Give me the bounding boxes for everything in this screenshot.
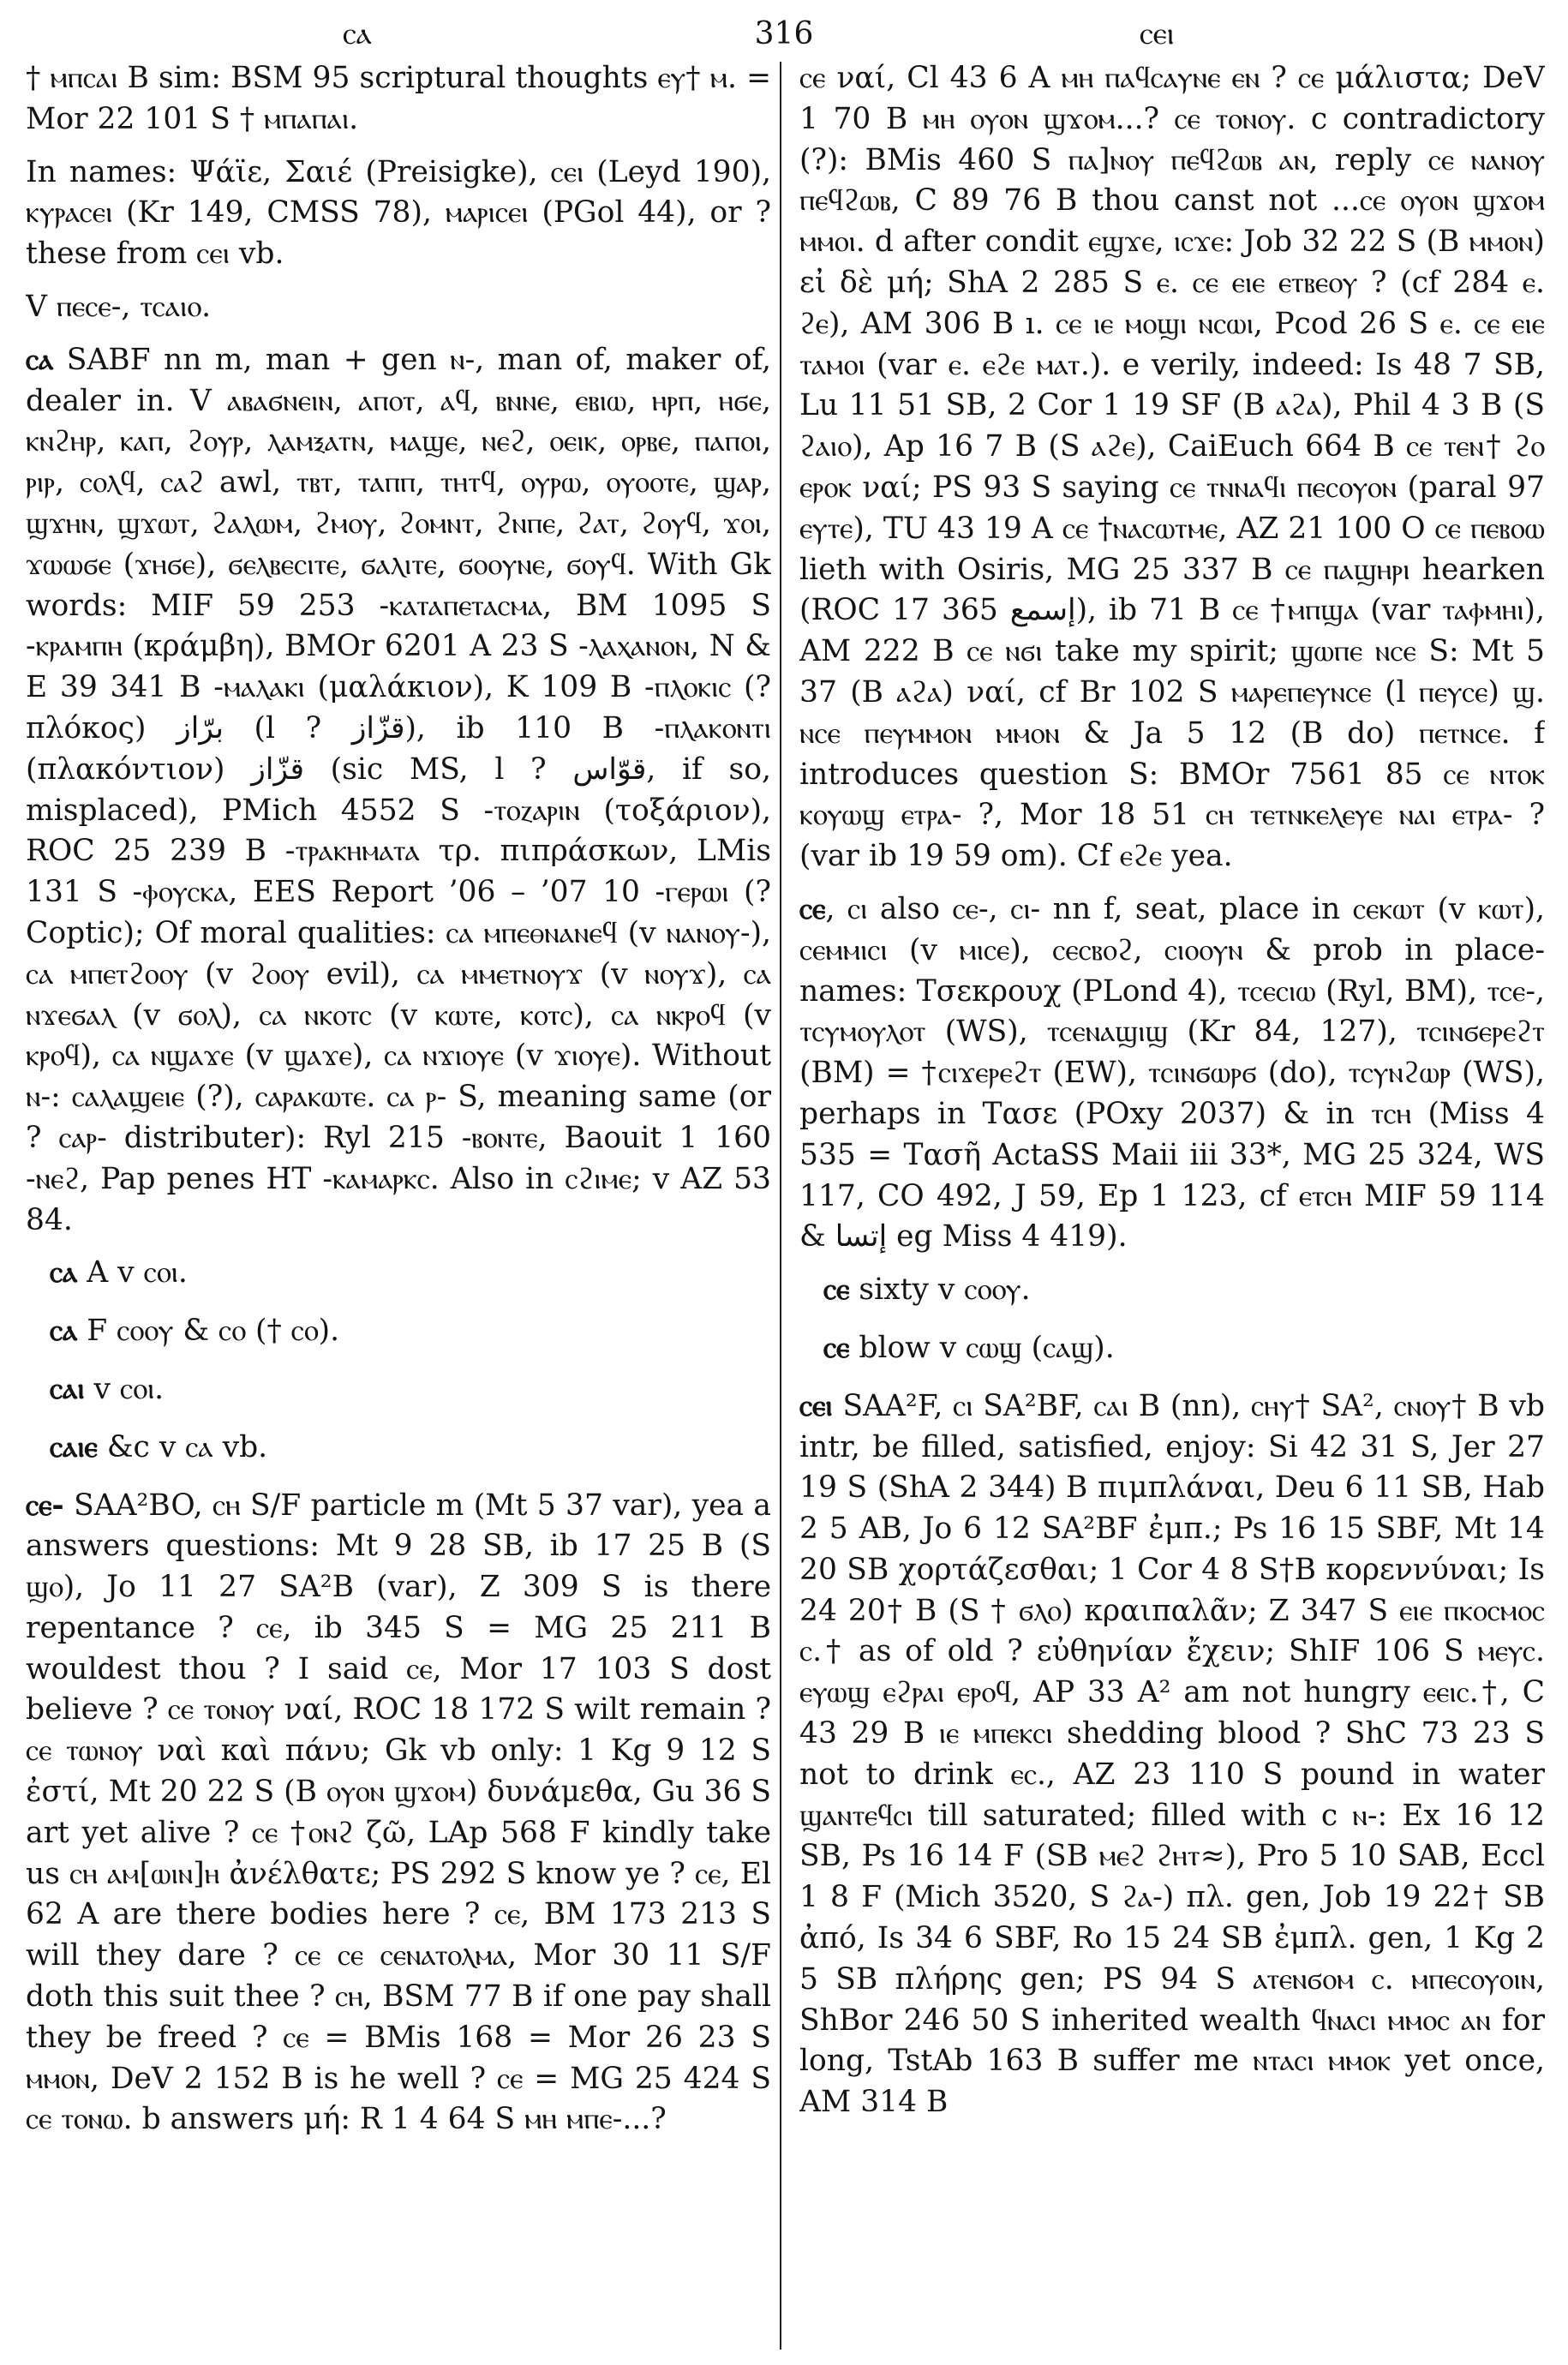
entry-text: v ⲥⲟⲓ. [84,1371,165,1406]
entry-headword: ⲥⲉ- [26,1488,64,1523]
dictionary-entry [26,1253,771,1294]
entry-text: SAA²F, ⲥⲓ SA²BF, ⲥⲁⲓ B (nn), ⲥⲏⲩ† SA², ⲥⲛⲟⲩ† B vb intr, be filled, satisfied, enjoy: Si 42 31 S, Jer 27 19 S (ShA 2 344) B πιμπλάναι, Deu 6 11 SB, Hab 2 5 AB, Jo 6 12 SA²BF ἐμπ.; Ps 16 15 SBF, Mt 14 20 SB χορτάζεσθαι; 1 Cor 4 8 S†B κορεννύναι; Is 24 20† B (S † ϭⲗⲟ) κραιπαλᾶν; Z 347 S ⲉⲓⲉ ⲡⲕⲟⲥⲙⲟⲥ ⲥ.† as of old ? εὐθηνίαν ἔχειν; ShIF 106 S ⲙⲉⲩⲥ. ⲉⲩⲱϣ ⲉϩⲣⲁⲓ ⲉⲣⲟϥ, AP 33 A² am not hungry ⲉⲉⲓⲥ.†, C 43 29 B ⲓⲉ ⲙⲡⲉⲕⲥⲓ shedding blood ? ShC 73 23 S not to drink ⲉⲥ., AZ 23 110 S pound in water ϣⲁⲛⲧⲉϥⲥⲓ till saturated; filled with c ⲛ-: Ex 16 12 SB, Ps 16 14 F (SB ⲙⲉϩ ϩⲏⲧ≈), Pro 5 10 SAB, Eccl 1 8 F (Mich 3520, S ϩⲁ-) πλ. gen, Job 19 22† SB ἀπό, Is 34 6 SBF, Ro 15 24 SB ἐμπλ. gen, 1 Kg 2 5 SB πλήρης gen; PS 94 S ⲁⲧⲉⲛϭⲟⲙ ⲥ. ⲙⲡⲉⲥⲟⲩⲟⲓⲛ, ShBor 246 50 S inherited wealth ϥⲛⲁⲥⲓ ⲙⲙⲟⲥ ⲁⲛ for long, TstAb 163 B suffer me ⲛⲧⲁⲥⲓ ⲙⲙⲟⲕ yet once, AM 314 B [799,1388,1545,2120]
entry-text: SABF nn m, man + gen ⲛ-, man of, maker of, dealer in. V ⲁⲃⲁϭⲛⲉⲓⲛ, ⲁⲡⲟⲧ, ⲁϥ, ⲃⲛⲛⲉ, ⲉⲃⲓⲱ, ⲏⲣⲡ, ⲏϭⲉ, ⲕⲛϩⲏⲣ, ⲕⲁⲡ, ϩⲟⲩⲣ, ⲗⲁⲙⲝⲁⲧⲛ, ⲙⲁϣⲉ, ⲛⲉϩ, ⲟⲉⲓⲕ, ⲟⲣⲃⲉ, ⲡⲁⲡⲟⲓ, ⲣⲓⲣ, ⲥⲟⲗϥ, ⲥⲁϩ awl, ⲧⲃⲧ, ⲧⲁⲡⲡ, ⲧⲏⲧϥ, ⲟⲩⲣⲱ, ⲟⲩⲟⲟⲧⲉ, ϣⲁⲣ, ϣϫⲏⲛ, ϣϫⲱⲧ, ϩⲁⲗⲱⲙ, ϩⲙⲟⲩ, ϩⲟⲙⲛⲧ, ϩⲛⲡⲉ, ϩⲁⲧ, ϩⲟⲩϥ, ϫⲟⲓ, ϫⲱⲱϭⲉ (ϫⲏϭⲉ), ϭⲉⲗⲃⲉⲥⲓⲧⲉ, ϭⲁⲗⲓⲧⲉ, ϭⲟⲟⲩⲛⲉ, ϭⲟⲩϥ. With Gk words: MIF 59 253 -ⲕⲁⲧⲁⲡⲉⲧⲁⲥⲙⲁ, BM 1095 S -ⲕⲣⲁⲙⲡⲏ (κράμβη), BMOr 6201 A 23 S -ⲗⲁⲭⲁⲛⲟⲛ, N & E 39 341 B -ⲙⲁⲗⲁⲕⲓ (μαλάκιον), K 109 B -ⲡⲗⲟⲕⲓⲥ (? πλόκος) برّاز (l ? قزّاز), ib 110 B -ⲡⲗⲁⲕⲟⲛⲧⲓ (πλακόντιον) قزّاز (sic MS, l ? قوّاس, if so, misplaced), PMich 4552 S -ⲧⲟⲍⲁⲣⲓⲛ (τοξάριον), ROC 25 239 B -ⲧⲣⲁⲕⲏⲙⲁⲧⲁ τρ. πιπράσκων, LMis 131 S -ⲫⲟⲩⲥⲕⲁ, EES Report ’06 – ’07 10 -ⲅⲉⲣⲱⲓ (? Coptic); Of moral qualities: ⲥⲁ ⲙⲡⲉⲑⲛⲁⲛⲉϥ (v ⲛⲁⲛⲟⲩ-), ⲥⲁ ⲙⲡⲉⲧϩⲟⲟⲩ (v ϩⲟⲟⲩ evil), ⲥⲁ ⲙⲙⲉⲧⲛⲟⲩϫ (v ⲛⲟⲩϫ), ⲥⲁ ⲛϫⲉϭⲁⲗ (v ϭⲟⲗ), ⲥⲁ ⲛⲕⲟⲧⲥ (v ⲕⲱⲧⲉ, ⲕⲟⲧⲥ), ⲥⲁ ⲛⲕⲣⲟϥ (v ⲕⲣⲟϥ), ⲥⲁ ⲛϣⲁϫⲉ (v ϣⲁϫⲉ), ⲥⲁ ⲛϫⲓⲟⲩⲉ (v ϫⲓⲟⲩⲉ). Without ⲛ-: ⲥⲁⲗⲁϣⲉⲓⲉ (?), ⲥⲁⲣⲁⲕⲱⲧⲉ. ⲥⲁ ⲣ- S, meaning same (or ? ⲥⲁⲣ- distributer): Ryl 215 -ⲃⲟⲛⲧⲉ, Baouit 1 160 -ⲛⲉϩ, Pap penes HT -ⲕⲁⲙⲁⲣⲕⲥ. Also in ⲥϩⲓⲙⲉ; v AZ 53 84. [26,342,771,1237]
header-left-headword: ⲥⲁ [343,16,372,51]
right-column [799,58,1545,2355]
dictionary-entry [26,153,771,275]
dictionary-entry [799,889,1545,1258]
entry-text: † ⲙⲡⲥⲁⲓ B sim: BSM 95 scriptural thoughts ⲉⲩ† ⲙ. = Mor 22 101 S † ⲙⲡⲁⲡⲁⲓ. [26,61,771,136]
dictionary-entry [26,340,771,1242]
dictionary-entry [799,1328,1545,1369]
entry-headword: ⲥⲁ [50,1255,78,1290]
entry-text: sixty v ⲥⲟⲟⲩ. [849,1272,1031,1308]
dictionary-entry [799,1386,1545,2123]
entry-text: blow v ⲥⲱϣ (ⲥⲁϣ). [849,1330,1115,1365]
entry-headword: ⲥⲁ [50,1314,78,1349]
entry-text: SAA²BO, ⲥⲏ S/F particle m (Mt 5 37 var), yea a answers questions: Mt 9 28 SB, ib 17 25 B (S ϣⲟ), Jo 11 27 SA²B (var), Z 309 S is there repentance ? ⲥⲉ, ib 345 S = MG 25 211 B wouldest thou ? I said ⲥⲉ, Mor 17 103 S dost believe ? ⲥⲉ ⲧⲟⲛⲟⲩ ναί, ROC 18 172 S wilt remain ? ⲥⲉ ⲧⲱⲛⲟⲩ ναὶ καὶ πάνυ; Gk vb only: 1 Kg 9 12 S ἐστί, Mt 20 22 S (B ⲟⲩⲟⲛ ϣϫⲟⲙ) δυνάμεθα, Gu 36 S art yet alive ? ⲥⲉ †ⲟⲛϩ ζῶ, LAp 568 F kindly take us ⲥⲏ ⲁⲙ[ⲱⲓⲛ]ⲏ ἀνέλθατε; PS 292 S know ye ? ⲥⲉ, El 62 A are there bodies here ? ⲥⲉ, BM 173 213 S will they dare ? ⲥⲉ ⲥⲉ ⲥⲉⲛⲁⲧⲟⲗⲙⲁ, Mor 30 11 S/F doth this suit thee ? ⲥⲏ, BSM 77 B if one pay shall they be freed ? ⲥⲉ = BMis 168 = Mor 26 23 S ⲙⲙⲟⲛ, DeV 2 152 B is he well ? ⲥⲉ = MG 25 424 S ⲥⲉ ⲧⲟⲛⲱ. b answers μή: R 1 4 64 S ⲙⲏ ⲙⲡⲉ-...? [26,1488,771,2137]
entry-text: ⲥⲉ ναί, Cl 43 6 A ⲙⲏ ⲡⲁϥⲥⲁⲩⲛⲉ ⲉⲛ ? ⲥⲉ μάλιστα; DeV 1 70 B ⲙⲏ ⲟⲩⲟⲛ ϣϫⲟⲙ...? ⲥⲉ ⲧⲟⲛⲟⲩ. c contradictory (?): BMis 460 S ⲡⲁ]ⲛⲟⲩ ⲡⲉϥϩⲱⲃ ⲁⲛ, reply ⲥⲉ ⲛⲁⲛⲟⲩ ⲡⲉϥϩⲱⲃ, C 89 76 B thou canst not ...ⲥⲉ ⲟⲩⲟⲛ ϣϫⲟⲙ ⲙⲙⲟⲓ. d after condit ⲉϣϫⲉ, ⲓⲥϫⲉ: Job 32 22 S (B ⲙⲙⲟⲛ) εἰ δὲ μή; ShA 2 285 S ⲉ. ⲥⲉ ⲉⲓⲉ ⲉⲧⲃⲉⲟⲩ ? (cf 284 ⲉ. ϩⲉ), AM 306 B ı. ⲥⲉ ⲓⲉ ⲙⲟϣⲓ ⲛⲥⲱⲓ, Pcod 26 S ⲉ. ⲥⲉ ⲉⲓⲉ ⲧⲁⲙⲟⲓ (var ⲉ. ⲉϩⲉ ⲙⲁⲧ.). e verily, indeed: Is 48 7 SB, Lu 11 51 SB, 2 Cor 1 19 SF (B ⲁϩⲁ), Phil 4 3 B (S ϩⲁⲓⲟ), Ap 16 7 B (S ⲁϩⲉ), CaiEuch 664 B ⲥⲉ ⲧⲉⲛ† ϩⲟ ⲉⲣⲟⲕ ναί; PS 93 S saying ⲥⲉ ⲧⲛⲛⲁϥⲓ ⲡⲉⲥⲟⲩⲟⲛ (paral 97 ⲉⲩⲧⲉ), TU 43 19 A ⲥⲉ †ⲛⲁⲥⲱⲧⲙⲉ, AZ 21 100 O ⲥⲉ ⲡⲉⲃⲟⲱ lieth with Osiris, MG 25 337 B ⲥⲉ ⲡⲁϣⲏⲣⲓ hearken (ROC 17 365 إسمع), ib 71 B ⲥⲉ †ⲙⲡϣⲁ (var ⲧⲁⲫⲙⲏⲓ), AM 222 B ⲥⲉ ⲛϭⲓ take my spirit; ϣⲱⲡⲉ ⲛⲥⲉ S: Mt 5 37 (B ⲁϩⲁ) ναί, cf Br 102 S ⲙⲁⲣⲉⲡⲉⲩⲛⲥⲉ (l ⲡⲉⲩⲥⲉ) ϣ. ⲛⲥⲉ ⲡⲉⲩⲙⲙⲟⲛ ⲙⲙⲟⲛ & Ja 5 12 (B do) ⲡⲉⲧⲛⲥⲉ. f introduces question S: BMOr 7561 85 ⲥⲉ ⲛⲧⲟⲕ ⲕⲟⲩⲱϣ ⲉⲧⲣⲁ- ?, Mor 18 51 ⲥⲏ ⲧⲉⲧⲛⲕⲉⲗⲉⲩⲉ ⲛⲁⲓ ⲉⲧⲣⲁ- ? (var ib 19 59 om). Cf ⲉϩⲉ yea. [799,61,1545,874]
entry-headword: ⲥⲁⲓⲉ [50,1429,98,1464]
entry-text: F ⲥⲟⲟⲩ & ⲥⲟ († ⲥⲟ). [77,1314,340,1349]
dictionary-entry [26,1428,771,1469]
left-column [26,58,771,2355]
header-right-headword: ⲥⲉⲓ [1140,16,1175,51]
page-number: 316 [754,16,814,51]
column-divider [780,62,781,2350]
entry-text: A v ⲥⲟⲓ. [77,1255,188,1290]
dictionary-entry [26,1311,771,1352]
dictionary-entry [26,287,771,328]
entry-text: In names: Ψάϊε, Σαιέ (Preisigke), ⲥⲉⲓ (Leyd 190), ⲕⲩⲣⲁⲥⲉⲓ (Kr 149, CMSS 78), ⲙⲁⲣⲓⲥⲉⲓ (PGol 44), or ? these from ⲥⲉⲓ vb. [26,154,771,272]
entry-headword: ⲥⲉⲓ [799,1388,833,1423]
entry-text: &c v ⲥⲁ vb. [97,1429,268,1464]
page-header [0,9,1568,60]
dictionary-entry [26,1486,771,2141]
entry-headword: ⲥⲁ [26,342,54,377]
dictionary-entry [26,58,771,141]
entry-text: , ⲥⲓ also ⲥⲉ-, ⲥⲓ- nn f, seat, place in ⲥⲉⲕⲱⲧ (v ⲕⲱⲧ), ⲥⲉⲙⲙⲓⲥⲓ (v ⲙⲓⲥⲉ), ⲥⲉⲥⲃⲟϩ, ⲥⲓⲟⲟⲩⲛ & prob in place-names: Τσεκρουχ (PLond 4), ⲧⲥⲉⲥⲓⲱ (Ryl, BM), ⲧⲥⲉ-, ⲧⲥⲩⲙⲟⲩⲗⲟⲧ (WS), ⲧⲥⲉⲛⲁϣⲓϣ (Kr 84, 127), ⲧⲥⲓⲛϭⲉⲣⲉϩⲧ (BM) = †ⲥⲓϫⲉⲣⲉϩⲧ (EW), ⲧⲥⲓⲛϭⲱⲣϭ (do), ⲧⲥⲩⲛϩⲱⲣ (WS), perhaps in Τασε (POxy 2037) & in ⲧⲥⲏ (Miss 4 535 = Τασῆ ActaSS Maii iii 33*, MG 25 324, WS 117, CO 492, J 59, Ep 1 123, cf ⲉⲧⲥⲏ MIF 59 114 & إتسا eg Miss 4 419). [799,891,1545,1254]
entry-text: V ⲡⲉⲥⲉ-, ⲧⲥⲁⲓⲟ. [26,289,212,324]
entry-headword: ⲥⲉ [799,891,826,926]
entry-headword: ⲥⲁⲓ [50,1371,85,1406]
dictionary-entry [799,58,1545,877]
entry-headword: ⲥⲉ [823,1272,850,1308]
dictionary-entry [26,1369,771,1410]
entry-headword: ⲥⲉ [823,1330,850,1365]
dictionary-entry [799,1270,1545,1311]
